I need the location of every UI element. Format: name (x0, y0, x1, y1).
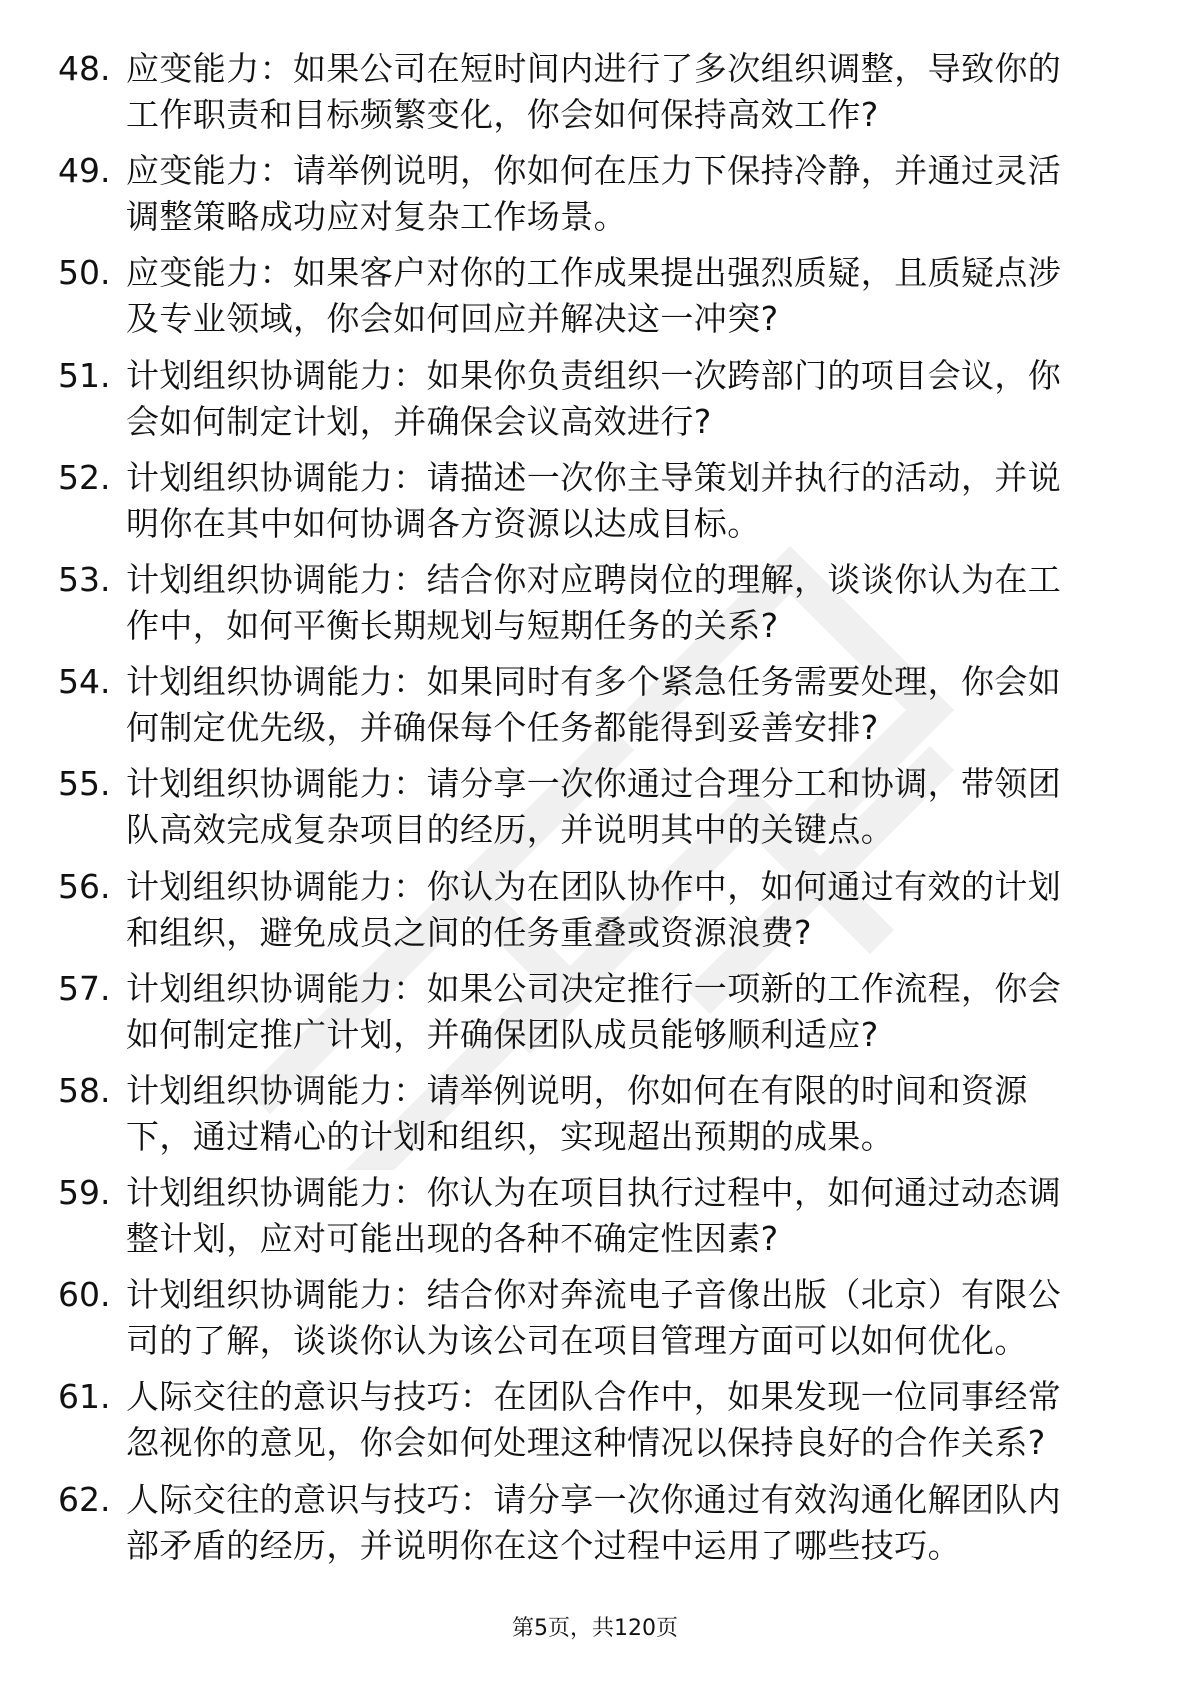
question-number: 58. (58, 1070, 111, 1110)
question-item (0, 761, 1190, 863)
question-text-line: 忽视你的意见，你会如何处理这种情况以保持良好的合作关系? (126, 1423, 1046, 1463)
question-number: 59. (58, 1173, 111, 1213)
question-number: 54. (58, 662, 111, 702)
question-text-line: 调整策略成功应对复杂工作场景。 (126, 197, 627, 237)
question-item (0, 1272, 1190, 1374)
question-number: 48. (58, 49, 111, 88)
question-number: 49. (58, 151, 111, 191)
question-text-line: 应变能力：如果客户对你的工作成果提出强烈质疑，且质疑点涉 (126, 253, 1062, 293)
question-number: 53. (58, 559, 111, 599)
question-list (0, 46, 1190, 1579)
question-text (126, 148, 1106, 240)
question-text (126, 864, 1106, 956)
question-number: 62. (58, 1479, 111, 1519)
question-text (126, 1374, 1106, 1466)
question-number: 51. (58, 355, 111, 395)
question-item (0, 1068, 1190, 1170)
question-text-line: 计划组织协调能力：结合你对应聘岗位的理解，谈谈你认为在工 (126, 559, 1062, 599)
question-text-line: 如何制定推广计划，并确保团队成员能够顺利适应? (126, 1014, 879, 1054)
question-text (126, 46, 1106, 138)
question-text-line: 计划组织协调能力：请举例说明，你如何在有限的时间和资源 (126, 1070, 1028, 1110)
question-text-line: 计划组织协调能力：结合你对奔流电子音像出版（北京）有限公 (126, 1275, 1062, 1315)
question-text-line: 和组织，避免成员之间的任务重叠或资源浪费? (126, 912, 812, 952)
question-number: 50. (58, 253, 111, 293)
question-text-line: 部矛盾的经历，并说明你在这个过程中运用了哪些技巧。 (126, 1525, 961, 1565)
page-number: 第5页，共120页 (512, 1616, 678, 1641)
question-item (0, 659, 1190, 761)
question-text-line: 应变能力：如果公司在短时间内进行了多次组织调整，导致你的 (126, 49, 1062, 88)
question-text-line: 何制定优先级，并确保每个任务都能得到妥善安排? (126, 708, 879, 748)
question-item (0, 966, 1190, 1068)
question-text-line: 作中，如何平衡长期规划与短期任务的关系? (126, 605, 779, 645)
question-number: 52. (58, 457, 111, 497)
question-text (126, 353, 1106, 445)
question-item (0, 864, 1190, 966)
question-item (0, 250, 1190, 352)
question-text-line: 计划组织协调能力：你认为在项目执行过程中，如何通过动态调 (126, 1173, 1062, 1213)
question-text-line: 会如何制定计划，并确保会议高效进行? (126, 401, 712, 441)
question-text-line: 人际交往的意识与技巧：请分享一次你通过有效沟通化解团队内 (126, 1479, 1062, 1519)
question-text-line: 司的了解，谈谈你认为该公司在项目管理方面可以如何优化。 (126, 1321, 1028, 1361)
question-text-line: 计划组织协调能力：如果公司决定推行一项新的工作流程，你会 (126, 968, 1062, 1008)
question-text-line: 计划组织协调能力：如果你负责组织一次跨部门的项目会议，你 (126, 355, 1062, 395)
question-text-line: 工作职责和目标频繁变化，你会如何保持高效工作? (126, 95, 879, 134)
question-text-line: 队高效完成复杂项目的经历，并说明其中的关键点。 (126, 810, 895, 850)
question-item (0, 455, 1190, 557)
question-text (126, 761, 1106, 853)
question-text (126, 455, 1106, 547)
question-item (0, 46, 1190, 148)
question-text (126, 1477, 1106, 1569)
question-text-line: 明你在其中如何协调各方资源以达成目标。 (126, 503, 761, 543)
question-text-line: 计划组织协调能力：如果同时有多个紧急任务需要处理，你会如 (126, 662, 1062, 702)
question-number: 61. (58, 1377, 111, 1417)
question-item (0, 1170, 1190, 1272)
question-text (126, 659, 1106, 751)
question-text-line: 计划组织协调能力：你认为在团队协作中，如何通过有效的计划 (126, 866, 1062, 906)
question-text-line: 计划组织协调能力：请描述一次你主导策划并执行的活动，并说 (126, 457, 1062, 497)
question-text-line: 人际交往的意识与技巧：在团队合作中，如果发现一位同事经常 (126, 1377, 1062, 1417)
question-number: 60. (58, 1275, 111, 1315)
question-text-line: 整计划，应对可能出现的各种不确定性因素? (126, 1219, 779, 1259)
question-text (126, 1272, 1106, 1364)
question-text-line: 计划组织协调能力：请分享一次你通过合理分工和协调，带领团 (126, 764, 1062, 804)
question-text (126, 1170, 1106, 1262)
question-item (0, 1477, 1190, 1579)
question-text-line: 应变能力：请举例说明，你如何在压力下保持冷静，并通过灵活 (126, 151, 1062, 191)
question-number: 55. (58, 764, 111, 804)
question-text-line: 下，通过精心的计划和组织，实现超出预期的成果。 (126, 1116, 895, 1156)
question-item (0, 148, 1190, 250)
question-text (126, 250, 1106, 342)
question-text (126, 1068, 1106, 1160)
question-number: 56. (58, 866, 111, 906)
question-number: 57. (58, 968, 111, 1008)
question-item (0, 557, 1190, 659)
question-item (0, 353, 1190, 455)
question-item (0, 1374, 1190, 1476)
question-text-line: 及专业领域，你会如何回应并解决这一冲突? (126, 299, 779, 339)
question-text (126, 557, 1106, 649)
question-text (126, 966, 1106, 1058)
